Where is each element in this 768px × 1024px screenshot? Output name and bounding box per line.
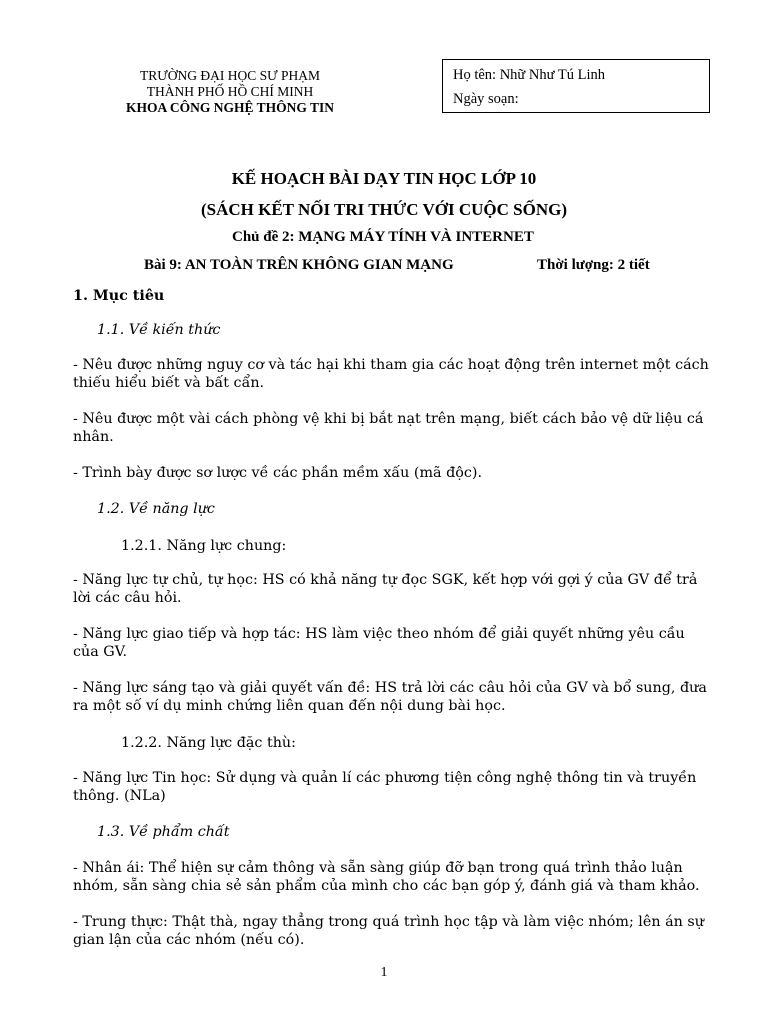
author-name: Họ tên: Nhữ Như Tú Linh: [453, 67, 605, 83]
subheading-competence: 1.2. Về năng lực: [97, 501, 215, 517]
lesson-duration: Thời lượng: 2 tiết: [537, 257, 650, 273]
general-competence-item-3: - Năng lực sáng tạo và giải quyết vấn đề: HS trả lời các câu hỏi của GV và bổ sung, đưa ra một số ví dụ minh chứng liên quan đến nội dung bài học.: [73, 680, 707, 714]
section-heading-objectives: 1. Mục tiêu: [73, 288, 165, 304]
general-competence-item-1: - Năng lực tự chủ, tự học: HS có khả năng tự đọc SGK, kết hợp với gợi ý của GV để trả lời các câu hỏi.: [73, 572, 698, 606]
institution-header: [80, 68, 380, 116]
topic-title: Chủ đề 2: MẠNG MÁY TÍNH VÀ INTERNET: [232, 229, 534, 245]
subheading-knowledge: 1.1. Về kiến thức: [97, 322, 221, 338]
specific-competence-item-1: - Năng lực Tin học: Sử dụng và quản lí các phương tiện công nghệ thông tin và truyền thông. (NLa): [73, 770, 697, 804]
city-name: THÀNH PHỐ HỒ CHÍ MINH: [146, 84, 314, 99]
subheading-general-competence: 1.2.1. Năng lực chung:: [121, 538, 287, 554]
knowledge-item-2: - Nêu được một vài cách phòng vệ khi bị bắt nạt trên mạng, biết cách bảo vệ dữ liệu cá nhân.: [73, 411, 704, 445]
page-number: 1: [380, 965, 388, 980]
general-competence-item-2: - Năng lực giao tiếp và hợp tác: HS làm việc theo nhóm để giải quyết những yêu cầu của GV.: [73, 626, 685, 660]
faculty-name: KHOA CÔNG NGHỆ THÔNG TIN: [125, 100, 335, 115]
quality-item-1: - Nhân ái: Thể hiện sự cảm thông và sẵn sàng giúp đỡ bạn trong quá trình thảo luận nhóm, sẵn sàng chia sẻ sản phẩm của mình cho các bạn góp ý, đánh giá và tham khảo.: [73, 860, 700, 894]
quality-item-2: - Trung thực: Thật thà, ngay thẳng trong quá trình học tập và làm việc nhóm; lên án sự gian lận của các nhóm (nếu có).: [73, 914, 704, 948]
knowledge-item-1: - Nêu được những nguy cơ và tác hại khi tham gia các hoạt động trên internet một cách thiếu hiểu biết và bất cẩn.: [73, 357, 709, 391]
university-name: TRƯỜNG ĐẠI HỌC SƯ PHẠM: [140, 68, 320, 83]
subheading-quality: 1.3. Về phẩm chất: [97, 824, 230, 840]
author-info-box: [442, 59, 710, 113]
knowledge-item-3: - Trình bày được sơ lược về các phần mềm xấu (mã độc).: [73, 465, 483, 481]
book-title: (SÁCH KẾT NỐI TRI THỨC VỚI CUỘC SỐNG): [200, 200, 568, 219]
lesson-title: Bài 9: AN TOÀN TRÊN KHÔNG GIAN MẠNG: [144, 257, 454, 273]
document-title: KẾ HOẠCH BÀI DẠY TIN HỌC LỚP 10: [231, 169, 537, 188]
subheading-specific-competence: 1.2.2. Năng lực đặc thù:: [121, 735, 296, 751]
prepared-date: Ngày soạn:: [453, 91, 519, 107]
